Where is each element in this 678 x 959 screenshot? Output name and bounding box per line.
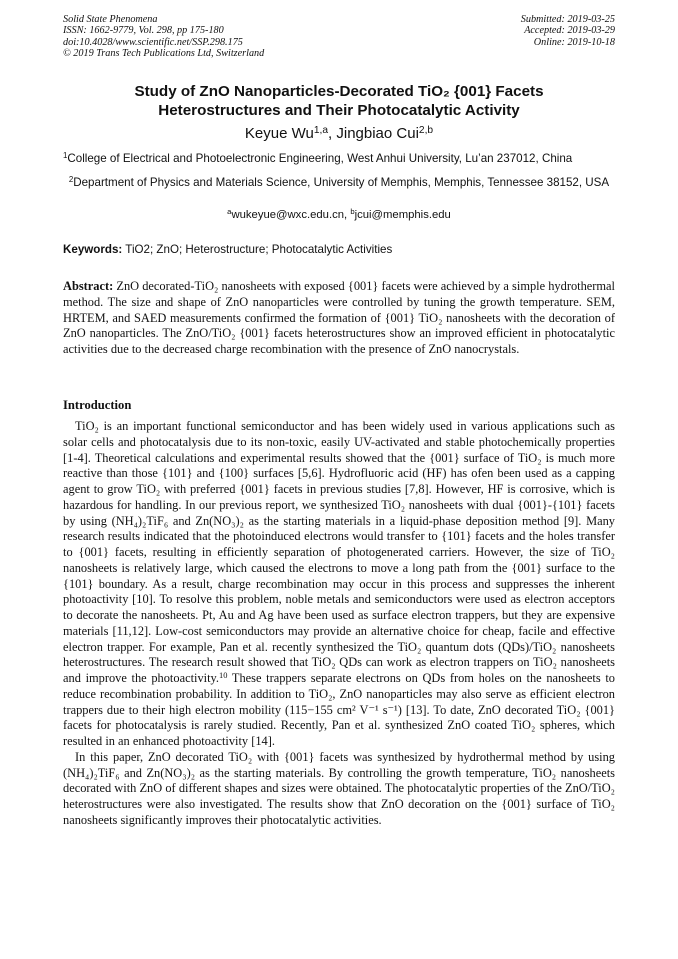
abstract-text: ZnO decorated-TiO₂ nanosheets with exposed {001} facets were achieved by a simple hydrothermal method. The size and shape of ZnO nanoparticles were controlled by tuning the growth temperature. SEM, HRTEM, and SAED measurements confirmed the formation of {001} TiO₂ nanosheets with the decoration of ZnO nanoparticles. The ZnO/TiO₂ {001} facets heterostructures show an improved efficient in photocatalytic activities due to the decreased charge recombination with the presence of ZnO nanocrystals.	[63, 279, 615, 356]
online-date: Online: 2019-10-18	[533, 36, 615, 48]
introduction-body	[63, 419, 615, 829]
email-separator: ,	[344, 209, 351, 221]
citation-superscript: 10	[219, 669, 228, 680]
keywords-line	[63, 243, 615, 257]
email-a-mark: a	[227, 207, 232, 217]
author-2-name: Jingbiao Cui	[336, 125, 419, 142]
affiliation-1-text: College of Electrical and Photoelectronic Engineering, West Anhui University, Lu’an 237012, China	[67, 152, 573, 165]
affiliation-2-text: Department of Physics and Materials Science, University of Memphis, Memphis, Tennessee 38152, USA	[73, 176, 610, 189]
abstract-paragraph	[63, 279, 615, 358]
journal-header-left	[63, 14, 264, 59]
author-2-affiliation-mark: 2,b	[418, 124, 434, 136]
introduction-heading: Introduction	[63, 398, 132, 412]
introduction-paragraph-1	[63, 419, 615, 750]
copyright-line: © 2019 Trans Tech Publications Ltd, Switzerland	[63, 47, 265, 59]
journal-header-right	[521, 14, 615, 48]
author-1-affiliation-mark: 1,a	[313, 124, 329, 136]
submitted-date: Submitted: 2019-03-25	[520, 14, 615, 25]
author-1-name: Keyue Wu	[244, 125, 314, 142]
affiliation-1-mark: 1	[63, 151, 68, 161]
affiliation-2-mark: 2	[68, 175, 74, 185]
accepted-date: Accepted: 2019-03-29	[524, 25, 615, 37]
abstract-label: Abstract:	[63, 279, 114, 293]
issn-line: ISSN: 1662-9779, Vol. 298, pp 175-180	[63, 25, 224, 37]
paragraph-1-text-a: TiO₂ is an important functional semiconductor and has been widely used in various applications such as solar cells and photocatalysis due to its non-toxic, easily UV-activated and stable photochemically properties [1-4]. Theoretical calculations and experimental results showed that the {001} surface of TiO₂ is much more reactive than those {101} and {100} surfaces [5,6]. Hydrofluoric acid (HF) has ofen been used as a capping agent to grow TiO₂ with preferred {001} facets in previous studies [7,8]. However, HF is corrosive, which is hazardous for handling. In our previous report, we synthesized TiO₂ nanosheets with dual {001}-{101} facets by using (NH₄)₂TiF₆ and Zn(NO₃)₂ as the starting materials in a liquid-phase deposition method [9]. Many research results indicated that the photoinduced electrons would transfer to {101} facets and the holes transfer to {001} facets, resulting in efficiently separation of photogenerated carriers. However, the size of TiO₂ nanosheets is relatively large, which caused the electrons to move a long path from the {001} surface to the {101} boundary. As a result, charge recombination may occur in this process and suppresses the inherent photoactivity [10]. To resolve this problem, noble metals and semiconductors were used as electron acceptors to decorate the nanosheets. Pt, Au and Ag have been used as surface electron trappers, but they are expensive materials [11,12]. Low-cost semiconductors may provide an alternative choice for cheap, facile and effective electron trapper. For example, Pan et al. recently synthesized the TiO₂ quantum dots (QDs)/TiO₂ nanosheets heterostructures. The research result showed that TiO₂ QDs can work as electron trappers on TiO₂ nanosheets and improve the photoactivity.	[63, 419, 615, 685]
paragraph-1-text-b: These trappers separate electrons on QDs from holes on the nanosheets to reduce recombination probability. In addition to TiO₂, ZnO nanoparticles may also serve as efficient electron trappers due to their high electron mobility (115−155 cm² V⁻¹ s⁻¹) [13]. To date, ZnO decorated TiO₂ {001} facets for photocatalysis is rarely studied. Recently, Pan et al. synthesized ZnO coated TiO₂ spheres, which resulted in an enhanced photoactivity [14].	[63, 671, 615, 748]
author-emails	[63, 208, 615, 222]
affiliation-2	[63, 175, 615, 191]
affiliation-1	[63, 151, 615, 167]
email-a-link[interactable]: wukeyue@wxc.edu.cn	[231, 209, 345, 221]
email-b-link[interactable]: jcui@memphis.edu	[354, 209, 451, 221]
title-line-2: Heterostructures and Their Photocatalytic Activity	[158, 102, 520, 119]
introduction-paragraph-2: In this paper, ZnO decorated TiO₂ with {001} facets was synthesized by hydrothermal method by using (NH₄)₂TiF₆ and Zn(NO₃)₂ as the starting materials. By controlling the growth temperature, TiO₂ nanosheets decorated with ZnO of different shapes and sizes were obtained. The photocatalytic properties of the ZnO/TiO₂ heterostructures were also investigated. The results show that ZnO decoration on the {001} surface of TiO₂ nanosheets significantly improves their photocatalytic activities.	[63, 749, 615, 827]
doi-line: doi:10.4028/www.scientific.net/SSP.298.175	[63, 36, 243, 48]
title-line-1: Study of ZnO Nanoparticles-Decorated TiO₂ {001} Facets	[134, 83, 544, 100]
author-list	[63, 125, 615, 143]
paper-title	[63, 82, 615, 120]
email-b-mark: b	[350, 207, 355, 217]
keywords-text: TiO2; ZnO; Heterostructure; Photocatalytic Activities	[122, 243, 393, 256]
keywords-label: Keywords:	[63, 243, 123, 256]
journal-name: Solid State Phenomena	[63, 14, 158, 25]
author-separator: ,	[328, 125, 337, 142]
